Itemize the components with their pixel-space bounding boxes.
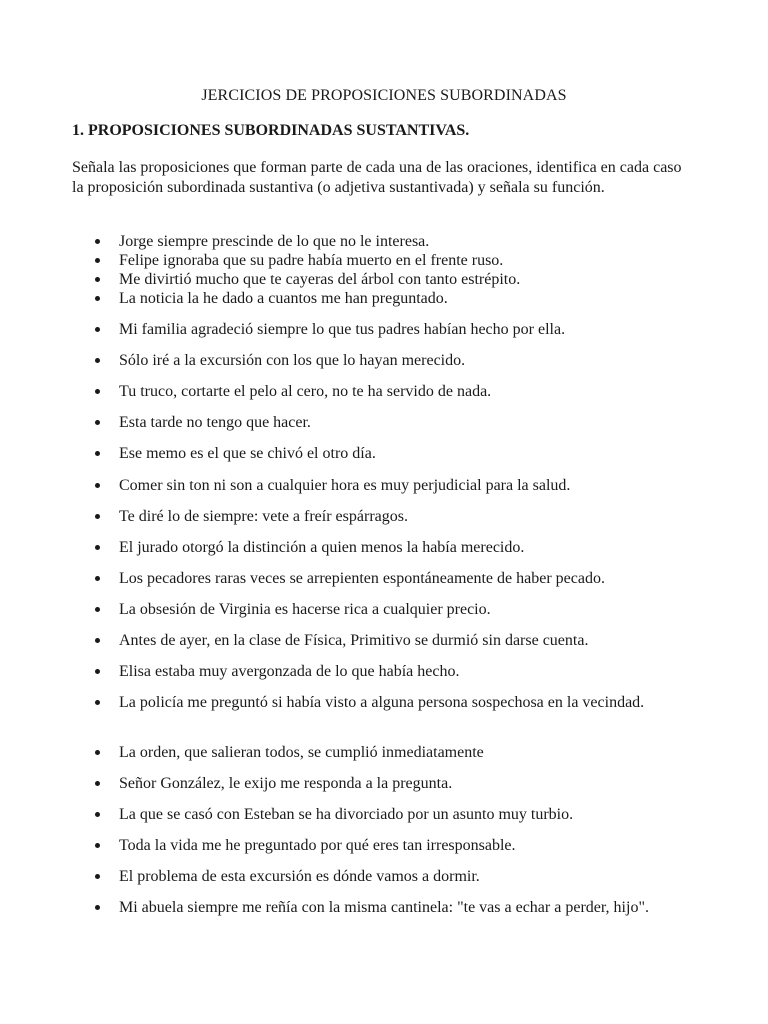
sentence-text: Mi familia agradeció siempre lo que tus padres habían hecho por ella. bbox=[119, 321, 566, 338]
bullet-icon bbox=[95, 451, 100, 456]
instructions-paragraph: Señala las proposiciones que forman parte de cada una de las oraciones, identifica en cada caso la proposición subordinada sustantiva (o adjetiva sustantivada) y señala su función. bbox=[72, 159, 682, 196]
bullet-icon bbox=[95, 812, 100, 817]
bullet-icon bbox=[95, 638, 100, 643]
bullet-icon bbox=[95, 843, 100, 848]
bullet-icon bbox=[95, 576, 100, 581]
bullet-icon bbox=[95, 258, 100, 263]
bullet-icon bbox=[95, 874, 100, 879]
sentence-text: Comer sin ton ni son a cualquier hora es muy perjudicial para la salud. bbox=[119, 477, 571, 494]
bullet-icon bbox=[95, 358, 100, 363]
bullet-icon bbox=[95, 483, 100, 488]
sentence-text: Sólo iré a la excursión con los que lo hayan merecido. bbox=[119, 352, 466, 369]
sentence-text: La obsesión de Virginia es hacerse rica a cualquier precio. bbox=[119, 601, 491, 618]
sentence-text: La que se casó con Esteban se ha divorciado por un asunto muy turbio. bbox=[119, 806, 574, 823]
sentence-text: La policía me preguntó si había visto a alguna persona sospechosa en la vecindad. bbox=[119, 694, 645, 711]
bullet-icon bbox=[95, 514, 100, 519]
bullet-icon bbox=[95, 327, 100, 332]
bullet-icon bbox=[95, 420, 100, 425]
sentence-text: La noticia la he dado a cuantos me han preguntado. bbox=[119, 290, 448, 307]
sentence-text: Tu truco, cortarte el pelo al cero, no te ha servido de nada. bbox=[119, 383, 492, 400]
sentence-text: La orden, que salieran todos, se cumplió inmediatamente bbox=[119, 744, 484, 761]
sentence-text: Toda la vida me he preguntado por qué eres tan irresponsable. bbox=[119, 837, 516, 854]
sentence-text: Elisa estaba muy avergonzada de lo que había hecho. bbox=[119, 663, 460, 680]
sentence-text: Me divirtió mucho que te cayeras del árbol con tanto estrépito. bbox=[119, 271, 521, 288]
bullet-icon bbox=[95, 607, 100, 612]
bullet-icon bbox=[95, 277, 100, 282]
bullet-icon bbox=[95, 389, 100, 394]
bullet-icon bbox=[95, 545, 100, 550]
bullet-icon bbox=[95, 905, 100, 910]
sentence-text: El problema de esta excursión es dónde vamos a dormir. bbox=[119, 868, 480, 885]
sentence-text: Ese memo es el que se chivó el otro día. bbox=[119, 445, 376, 462]
section-heading: 1. PROPOSICIONES SUBORDINADAS SUSTANTIVAS. bbox=[72, 122, 470, 139]
sentence-text: Felipe ignoraba que su padre había muerto en el frente ruso. bbox=[119, 252, 504, 269]
bullet-icon bbox=[95, 750, 100, 755]
sentence-text: Antes de ayer, en la clase de Física, Primitivo se durmió sin darse cuenta. bbox=[119, 632, 589, 649]
bullet-icon bbox=[95, 700, 100, 705]
bullet-icon bbox=[95, 239, 100, 244]
document-title: JERCICIOS DE PROPOSICIONES SUBORDINADAS bbox=[201, 87, 567, 104]
sentence-text: Los pecadores raras veces se arrepienten espontáneamente de haber pecado. bbox=[119, 570, 605, 587]
sentence-text: Señor González, le exijo me responda a la pregunta. bbox=[119, 775, 453, 792]
sentence-text: Esta tarde no tengo que hacer. bbox=[119, 414, 311, 431]
sentence-text: Mi abuela siempre me reñía con la misma cantinela: "te vas a echar a perder, hijo". bbox=[119, 899, 649, 916]
sentence-text: Jorge siempre prescinde de lo que no le interesa. bbox=[119, 233, 430, 250]
bullet-icon bbox=[95, 781, 100, 786]
sentence-text: Te diré lo de siempre: vete a freír espárragos. bbox=[119, 508, 408, 525]
sentence-text: El jurado otorgó la distinción a quien menos la había merecido. bbox=[119, 539, 525, 556]
bullet-icon bbox=[95, 669, 100, 674]
bullet-icon bbox=[95, 296, 100, 301]
